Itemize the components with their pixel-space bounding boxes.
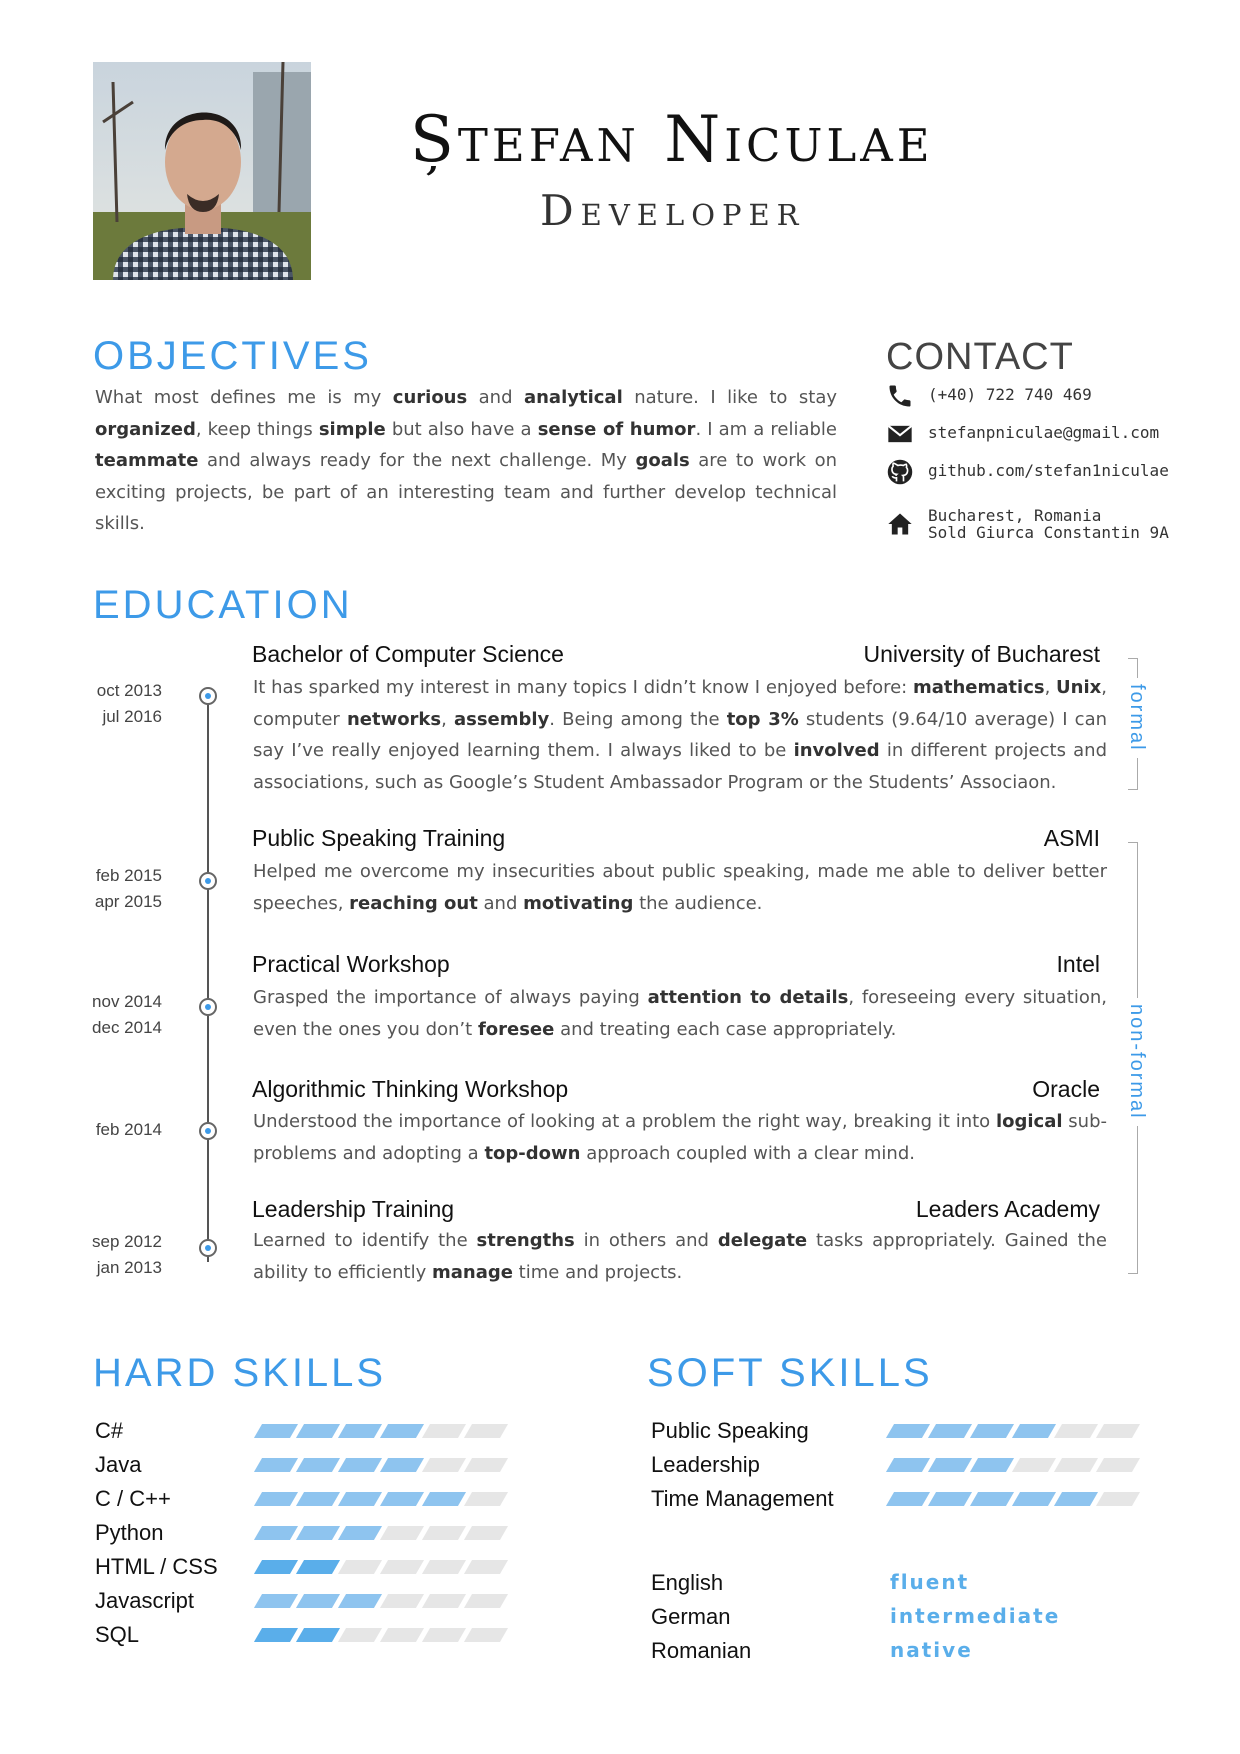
skill-name: Python: [95, 1520, 164, 1545]
skill-segment-filled: [422, 1492, 466, 1506]
emphasis-text: goals: [635, 450, 690, 471]
emphasis-text: logical: [995, 1111, 1063, 1132]
profile-photo: [93, 62, 311, 280]
skill-name: Leadership: [651, 1452, 760, 1477]
body-text: in others and: [574, 1230, 718, 1251]
skill-segment-filled: [296, 1424, 340, 1438]
skill-name: Java: [95, 1452, 142, 1477]
education-end-date: jul 2016: [102, 707, 162, 726]
candidate-role: Developer: [540, 186, 806, 235]
education-title: Leadership Training: [252, 1196, 455, 1222]
skill-segment-filled: [254, 1526, 298, 1540]
objectives-heading: OBJECTIVES: [93, 334, 372, 378]
timeline-dot: [199, 872, 217, 890]
skill-segment-filled: [338, 1424, 382, 1438]
contact-phone: [886, 382, 1186, 412]
skill-segment-empty: [1096, 1458, 1140, 1472]
education-date: [52, 1229, 162, 1281]
skill-name: Public Speaking: [651, 1418, 809, 1443]
skill-segment-filled: [254, 1628, 298, 1642]
non-formal-label: non-formal: [1125, 998, 1148, 1126]
skill-segment-filled: [254, 1424, 298, 1438]
emphasis-text: reaching out: [349, 892, 478, 914]
body-text: Learned to identify the: [253, 1230, 477, 1251]
skill-segment-empty: [422, 1560, 466, 1574]
education-description: [253, 672, 1107, 798]
skill-segment-filled: [254, 1560, 298, 1574]
body-text: It has sparked my interest in many topics I didn’t know I enjoyed before:: [253, 677, 913, 698]
skill-segment-filled: [338, 1526, 382, 1540]
contact-email[interactable]: [886, 420, 1186, 450]
skill-segment-filled: [296, 1594, 340, 1608]
skill-level-bar: [890, 1458, 1136, 1472]
emphasis-text: attention to details: [647, 987, 849, 1008]
education-heading: EDUCATION: [93, 583, 353, 627]
skill-segment-filled: [928, 1458, 972, 1472]
skill-segment-filled: [886, 1492, 930, 1506]
body-text: tasks appropriately. Gained the ability to efficiently: [253, 1230, 1107, 1283]
emphasis-text: mathematics: [912, 677, 1045, 698]
language-level: native: [890, 1638, 973, 1662]
skill-segment-filled: [254, 1458, 298, 1472]
skill-segment-filled: [338, 1594, 382, 1608]
education-date: [52, 1117, 162, 1143]
education-start-date: feb 2014: [95, 1120, 162, 1139]
body-text: , foreseeing every situation, even the ones you don’t: [253, 987, 1108, 1040]
emphasis-text: foresee: [477, 1018, 555, 1040]
language-name: English: [651, 1570, 724, 1595]
skill-name: C#: [95, 1418, 124, 1443]
skill-segment-filled: [338, 1492, 382, 1506]
skill-segment-filled: [970, 1492, 1014, 1506]
skill-segment-filled: [296, 1458, 340, 1472]
email-text[interactable]: stefanpniculae@gmail.com: [928, 423, 1160, 442]
skill-level-bar: [258, 1458, 504, 1472]
education-organization: Intel: [1056, 951, 1100, 977]
education-end-date: jan 2013: [96, 1258, 162, 1277]
github-icon: [886, 458, 914, 486]
skill-segment-filled: [296, 1492, 340, 1506]
education-description: [253, 856, 1107, 919]
skill-segment-empty: [380, 1560, 424, 1574]
body-text: and: [467, 387, 524, 408]
skill-level-bar: [890, 1424, 1136, 1438]
skill-segment-empty: [380, 1594, 424, 1608]
body-text: in different projects and associations, such as Google’s Student Ambassador Program or the Students’ Associaon.: [253, 740, 1107, 793]
skill-segment-empty: [338, 1628, 382, 1642]
skill-segment-empty: [464, 1594, 508, 1608]
skill-segment-empty: [422, 1594, 466, 1608]
skill-segment-empty: [464, 1526, 508, 1540]
emphasis-text: simple: [318, 418, 386, 440]
timeline-dot: [199, 1239, 217, 1257]
language-name: German: [651, 1604, 731, 1629]
education-organization: Leaders Academy: [915, 1196, 1100, 1222]
skill-segment-filled: [1012, 1492, 1056, 1506]
skill-segment-filled: [254, 1594, 298, 1608]
body-text: . Being among the: [549, 708, 727, 730]
education-organization: Oracle: [1032, 1076, 1100, 1102]
emphasis-text: motivating: [523, 892, 634, 914]
skill-segment-empty: [422, 1526, 466, 1540]
soft-skills-heading: SOFT SKILLS: [647, 1351, 933, 1395]
phone-text: (+40) 722 740 469: [928, 385, 1092, 404]
language-level: intermediate: [890, 1604, 1061, 1628]
education-title: Practical Workshop: [252, 951, 450, 977]
skill-segment-empty: [464, 1492, 508, 1506]
phone-icon: [886, 382, 914, 410]
emphasis-text: delegate: [717, 1230, 808, 1251]
emphasis-text: organized: [95, 418, 196, 440]
body-text: but also have a: [385, 418, 538, 440]
education-date: [52, 863, 162, 915]
github-text[interactable]: github.com/stefan1niculae: [928, 461, 1169, 480]
skill-segment-filled: [1054, 1492, 1098, 1506]
skill-segment-empty: [464, 1628, 508, 1642]
skill-level-bar: [890, 1492, 1136, 1506]
body-text: ,: [441, 708, 454, 730]
skill-level-bar: [258, 1492, 504, 1506]
education-description: [253, 982, 1107, 1045]
education-start-date: feb 2015: [95, 866, 162, 885]
education-start-date: nov 2014: [92, 992, 162, 1011]
skill-segment-filled: [970, 1424, 1014, 1438]
body-text: are to work on exciting projects, be part of an interesting team and further develop technical skills.: [95, 450, 838, 534]
skill-segment-filled: [928, 1424, 972, 1438]
skill-segment-empty: [422, 1424, 466, 1438]
education-start-date: sep 2012: [92, 1232, 162, 1251]
education-start-date: oct 2013: [96, 681, 162, 700]
formal-label: formal: [1125, 678, 1148, 758]
skill-segment-empty: [380, 1628, 424, 1642]
skill-segment-filled: [886, 1458, 930, 1472]
body-text: Understood the importance of looking at a problem the right way, breaking it into: [253, 1111, 996, 1132]
skill-level-bar: [258, 1526, 504, 1540]
body-text: What most defines me is my: [95, 387, 393, 408]
emphasis-text: Unix: [1056, 677, 1102, 698]
skill-segment-filled: [970, 1458, 1014, 1472]
body-text: and treating each case appropriately.: [554, 1018, 897, 1040]
emphasis-text: strengths: [476, 1230, 575, 1251]
skill-segment-empty: [380, 1526, 424, 1540]
body-text: . I am a reliable: [695, 418, 838, 440]
emphasis-text: assembly: [453, 708, 550, 730]
body-text: , keep things: [195, 418, 319, 440]
skill-segment-empty: [1012, 1458, 1056, 1472]
education-end-date: apr 2015: [94, 892, 162, 911]
body-text: nature. I like to stay: [622, 387, 838, 408]
body-text: students (9.64/10 average) I can say I’ve really enjoyed learning them. I always liked to be: [253, 708, 1108, 761]
contact-heading: CONTACT: [886, 336, 1074, 378]
emphasis-text: top-down: [484, 1142, 581, 1164]
education-date: [52, 678, 162, 730]
body-text: Helped me overcome my insecurities about public speaking, made me able to deliver better speeches,: [253, 861, 1107, 914]
language-name: Romanian: [651, 1638, 752, 1663]
contact-address: [886, 506, 1186, 546]
body-text: ,: [1044, 677, 1057, 698]
skill-level-bar: [258, 1560, 504, 1574]
timeline-dot: [199, 998, 217, 1016]
language-level: fluent: [890, 1570, 970, 1594]
body-text: and: [477, 892, 524, 914]
education-description: [253, 1225, 1107, 1288]
skill-segment-filled: [886, 1424, 930, 1438]
skill-name: C / C++: [95, 1486, 171, 1511]
objectives-paragraph: [95, 382, 837, 540]
skill-segment-empty: [464, 1458, 508, 1472]
skill-segment-empty: [464, 1560, 508, 1574]
skill-segment-filled: [338, 1458, 382, 1472]
skill-segment-empty: [464, 1424, 508, 1438]
skill-segment-filled: [296, 1526, 340, 1540]
skill-segment-filled: [380, 1424, 424, 1438]
envelope-icon: [886, 420, 914, 448]
education-organization: University of Bucharest: [863, 641, 1100, 667]
skill-name: Javascript: [95, 1588, 195, 1613]
candidate-name: Ștefan Niculae: [410, 103, 934, 177]
education-title: Algorithmic Thinking Workshop: [252, 1076, 569, 1102]
skill-segment-empty: [422, 1628, 466, 1642]
skill-segment-empty: [1054, 1458, 1098, 1472]
address-line-2: Sold Giurca Constantin 9A: [928, 523, 1169, 542]
skill-segment-filled: [380, 1458, 424, 1472]
body-text: and always ready for the next challenge. My: [198, 450, 636, 471]
emphasis-text: involved: [793, 740, 880, 761]
emphasis-text: top 3%: [726, 708, 799, 730]
skill-segment-empty: [1054, 1424, 1098, 1438]
education-end-date: dec 2014: [92, 1018, 162, 1037]
body-text: Grasped the importance of always paying: [253, 987, 648, 1008]
emphasis-text: sense of humor: [537, 418, 696, 440]
education-title: Public Speaking Training: [252, 825, 506, 851]
skill-level-bar: [258, 1594, 504, 1608]
emphasis-text: teammate: [95, 450, 199, 471]
timeline-line: [207, 700, 209, 1262]
emphasis-text: manage: [431, 1261, 513, 1283]
emphasis-text: analytical: [523, 387, 623, 408]
education-title: Bachelor of Computer Science: [252, 641, 564, 667]
body-text: , computer: [253, 677, 1107, 730]
address-line-1: Bucharest, Romania: [928, 506, 1102, 525]
skill-segment-empty: [338, 1560, 382, 1574]
skill-name: SQL: [95, 1622, 140, 1647]
emphasis-text: networks: [346, 708, 442, 730]
contact-github[interactable]: [886, 458, 1186, 488]
timeline-dot: [199, 1122, 217, 1140]
skill-name: Time Management: [651, 1486, 834, 1511]
education-date: [52, 989, 162, 1041]
body-text: the audience.: [633, 892, 763, 914]
skill-segment-filled: [296, 1628, 340, 1642]
body-text: approach coupled with a clear mind.: [580, 1142, 915, 1164]
skill-level-bar: [258, 1424, 504, 1438]
skill-segment-filled: [928, 1492, 972, 1506]
timeline-dot: [199, 687, 217, 705]
education-organization: ASMI: [1043, 825, 1100, 851]
emphasis-text: curious: [392, 387, 468, 408]
hard-skills-heading: HARD SKILLS: [93, 1351, 387, 1395]
skill-name: HTML / CSS: [95, 1554, 218, 1579]
skill-level-bar: [258, 1628, 504, 1642]
skill-segment-empty: [422, 1458, 466, 1472]
body-text: sub-problems and adopting a: [253, 1111, 1107, 1164]
skill-segment-filled: [254, 1492, 298, 1506]
skill-segment-empty: [1096, 1424, 1140, 1438]
body-text: time and projects.: [512, 1261, 683, 1283]
skill-segment-filled: [1012, 1424, 1056, 1438]
skill-segment-filled: [296, 1560, 340, 1574]
skill-segment-empty: [1096, 1492, 1140, 1506]
skill-segment-filled: [380, 1492, 424, 1506]
home-icon: [886, 510, 914, 538]
education-description: [253, 1106, 1107, 1169]
